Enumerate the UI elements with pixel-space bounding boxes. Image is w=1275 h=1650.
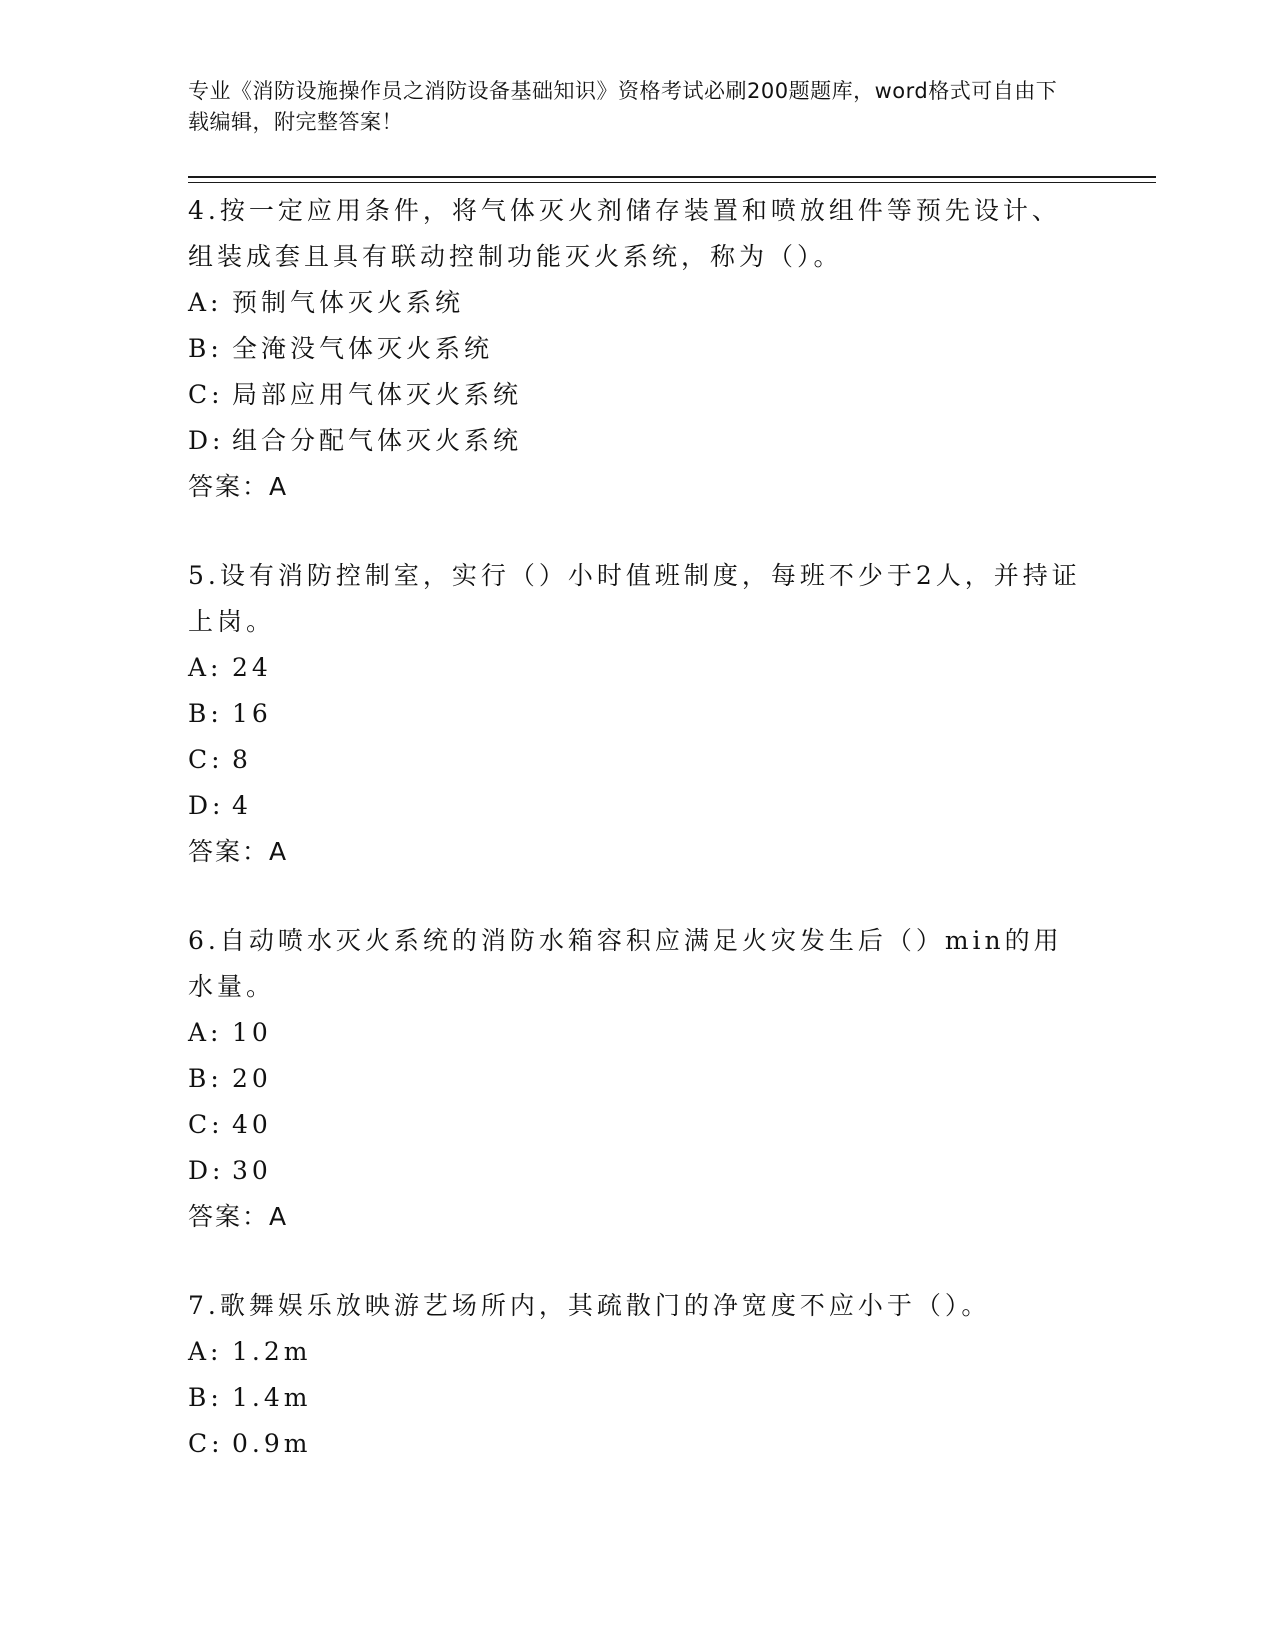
option-key: A: bbox=[188, 1337, 223, 1366]
option-text: 24 bbox=[232, 653, 272, 682]
option-d bbox=[188, 1148, 1088, 1194]
option-b bbox=[188, 1375, 1088, 1421]
option-text: 30 bbox=[232, 1156, 272, 1185]
option-key: C: bbox=[188, 745, 224, 774]
option-key: B: bbox=[188, 1064, 223, 1093]
option-text: 4 bbox=[232, 791, 252, 820]
answer-line: 答案：A bbox=[188, 837, 289, 866]
option-key: B: bbox=[188, 1383, 223, 1412]
question-6 bbox=[188, 918, 1088, 1240]
answer-line: 答案：A bbox=[188, 472, 289, 501]
header-divider-thin bbox=[188, 182, 1156, 183]
option-key: C: bbox=[188, 1429, 224, 1458]
option-key: C: bbox=[188, 380, 224, 409]
option-text: 1.4m bbox=[232, 1383, 312, 1412]
question-stem: 6.自动喷水灭火系统的消防水箱容积应满足火灾发生后（）min的用水量。 bbox=[188, 926, 1063, 1001]
answer-line: 答案：A bbox=[188, 1202, 289, 1231]
option-a bbox=[188, 645, 1088, 691]
question-stem: 4.按一定应用条件，将气体灭火剂储存装置和喷放组件等预先设计、组装成套且具有联动控制功能灭火系统，称为（）。 bbox=[188, 196, 1061, 271]
option-key: D: bbox=[188, 426, 225, 455]
option-key: D: bbox=[188, 1156, 225, 1185]
question-7 bbox=[188, 1283, 1088, 1467]
option-c bbox=[188, 1421, 1088, 1467]
option-b bbox=[188, 1056, 1088, 1102]
option-text: 组合分配气体灭火系统 bbox=[232, 426, 523, 455]
option-key: A: bbox=[188, 1018, 223, 1047]
question-4 bbox=[188, 188, 1088, 510]
option-key: A: bbox=[188, 288, 223, 317]
question-stem: 5.设有消防控制室，实行（）小时值班制度，每班不少于2人，并持证上岗。 bbox=[188, 561, 1081, 636]
option-b bbox=[188, 326, 1088, 372]
option-a bbox=[188, 280, 1088, 326]
document-header: 专业《消防设施操作员之消防设备基础知识》资格考试必刷200题题库，word格式可自由下载编辑，附完整答案！ bbox=[188, 79, 1058, 134]
option-text: 10 bbox=[232, 1018, 272, 1047]
question-5 bbox=[188, 553, 1088, 875]
option-text: 40 bbox=[232, 1110, 272, 1139]
option-key: B: bbox=[188, 334, 223, 363]
option-text: 16 bbox=[232, 699, 272, 728]
option-text: 0.9m bbox=[232, 1429, 312, 1458]
option-text: 预制气体灭火系统 bbox=[232, 288, 465, 317]
option-c bbox=[188, 1102, 1088, 1148]
option-c bbox=[188, 737, 1088, 783]
option-d bbox=[188, 418, 1088, 464]
option-a bbox=[188, 1329, 1088, 1375]
option-key: A: bbox=[188, 653, 223, 682]
option-key: D: bbox=[188, 791, 225, 820]
option-key: B: bbox=[188, 699, 223, 728]
option-d bbox=[188, 783, 1088, 829]
option-text: 1.2m bbox=[232, 1337, 312, 1366]
option-b bbox=[188, 691, 1088, 737]
option-text: 20 bbox=[232, 1064, 272, 1093]
option-c bbox=[188, 372, 1088, 418]
option-key: C: bbox=[188, 1110, 224, 1139]
option-a bbox=[188, 1010, 1088, 1056]
question-stem: 7.歌舞娱乐放映游艺场所内，其疏散门的净宽度不应小于（）。 bbox=[188, 1291, 991, 1320]
option-text: 全淹没气体灭火系统 bbox=[232, 334, 494, 363]
header-divider bbox=[188, 176, 1156, 178]
option-text: 局部应用气体灭火系统 bbox=[232, 380, 523, 409]
option-text: 8 bbox=[232, 745, 252, 774]
